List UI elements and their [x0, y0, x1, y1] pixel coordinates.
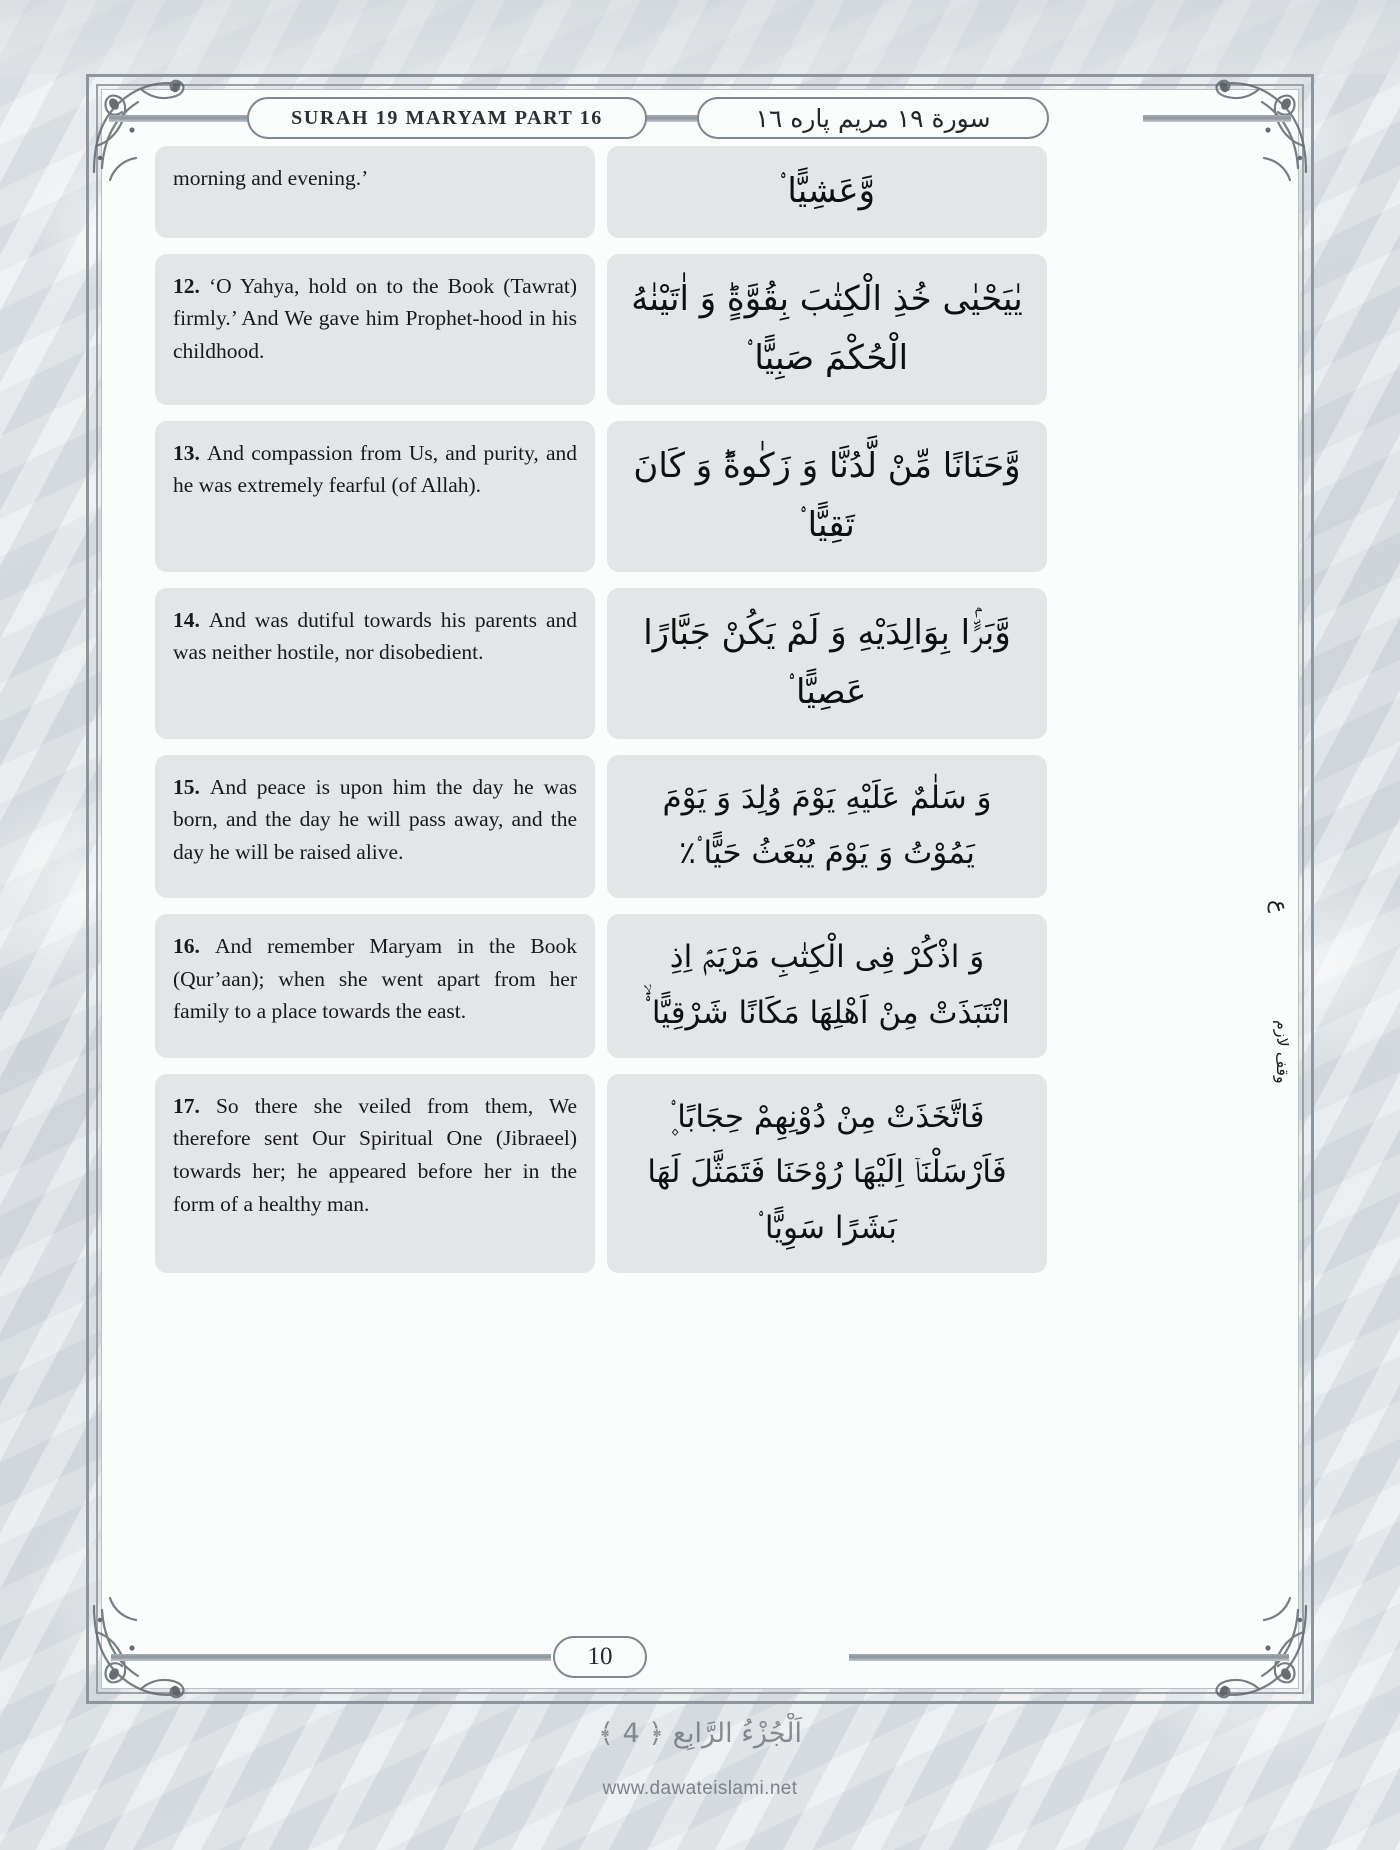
ruku-marker: ع — [1267, 900, 1292, 914]
verse-english-0: morning and evening.’ — [155, 146, 595, 238]
verse-arabic-1: یٰیَحْیٰی خُذِ الْكِتٰبَ بِقُوَّةٍؕ وَ اٰتَیْنٰهُ الْحُكْمَ صَبِیًّا ۟ — [607, 254, 1047, 405]
verse-row — [155, 146, 1047, 238]
verse-english-text-5: And remember Maryam in the Book (Qur’aan); when she went apart from her family to a place towards the east. — [173, 934, 577, 1024]
verse-number-3: 14. — [173, 607, 209, 632]
verse-arabic-4: وَ سَلٰمٌ عَلَیْهِ یَوْمَ وُلِدَ وَ یَوْمَ یَمُوْتُ وَ یَوْمَ یُبْعَثُ حَیًّا ۟٪ — [607, 755, 1047, 899]
header-rule-left — [109, 115, 249, 122]
verse-arabic-5: وَ اذْكُرْ فِی الْكِتٰبِ مَرْیَمَۘ اِذِ انْتَبَذَتْ مِنْ اَهْلِهَا مَكَانًا شَرْقِیًّا ۟ۙ — [607, 914, 1047, 1058]
verse-row — [155, 588, 1047, 739]
verse-arabic-6: فَاتَّخَذَتْ مِنْ دُوْنِهِمْ حِجَابًا ۪۟ فَاَرْسَلْنَاۤ اِلَیْهَا رُوْحَنَا فَتَمَثَّلَ لَهَا بَشَرًا سَوِیًّا ۟ — [607, 1074, 1047, 1273]
verse-number-5: 16. — [173, 934, 215, 959]
verse-english-text-6: So there she veiled from them, We therefore sent Our Spiritual One (Jibraeel) towards her; he appeared before her in the form of a healthy man. — [173, 1093, 577, 1216]
header-rule-right — [1143, 115, 1291, 122]
verse-english-4 — [155, 755, 595, 899]
juz-label: اَلْجُزْءُ الرَّابِع ﴿ 4 ﴾ — [598, 1718, 802, 1749]
verse-row — [155, 254, 1047, 405]
surah-title-arabic: سورة ۱۹ مریم پاره ۱٦ — [755, 103, 991, 133]
footer-rule-right — [849, 1654, 1289, 1661]
verse-arabic-0: وَّعَشِیًّا ۟ — [607, 146, 1047, 238]
publisher-website: www.dawateislami.net — [602, 1778, 798, 1799]
verse-arabic-3: وَّبَرًّۢا بِوَالِدَیْهِ وَ لَمْ یَكُنْ جَبَّارًا عَصِیًّا ۟ — [607, 588, 1047, 739]
verse-arabic-2: وَّحَنَانًا مِّنْ لَّدُنَّا وَ زَكٰوةًؕ وَ كَانَ تَقِیًّا ۟ — [607, 421, 1047, 572]
verse-row — [155, 755, 1047, 899]
verse-english-text-2: And compassion from Us, and purity, and he was extremely fearful (of Allah). — [173, 440, 577, 498]
verse-english-1 — [155, 254, 595, 405]
verse-english-text-4: And peace is upon him the day he was born, and the day he will pass away, and the day he will be raised alive. — [173, 774, 578, 864]
verse-english-text-3: And was dutiful towards his parents and was neither hostile, nor disobedient. — [173, 607, 577, 665]
verse-list — [155, 146, 1047, 1273]
header-rule-middle — [641, 115, 703, 122]
verse-english-text-1: ‘O Yahya, hold on to the Book (Tawrat) firmly.’ And We gave him Prophet-hood in his childhood. — [173, 273, 578, 363]
page-footer — [101, 1628, 1299, 1698]
verse-row — [155, 1074, 1047, 1273]
page-number: 10 — [587, 1643, 613, 1670]
page-header — [101, 89, 1299, 145]
verse-english-2 — [155, 421, 595, 572]
top-shade-band — [0, 0, 1400, 74]
verse-english-6 — [155, 1074, 595, 1273]
verse-row — [155, 421, 1047, 572]
waqf-lazim-note: وقف لازم — [1273, 1020, 1292, 1084]
surah-title-badge-arabic — [697, 97, 1049, 139]
verse-row — [155, 914, 1047, 1058]
page-number-badge — [553, 1636, 647, 1678]
verse-english-5 — [155, 914, 595, 1058]
surah-title-badge — [247, 97, 647, 139]
verse-number-4: 15. — [173, 774, 210, 799]
verse-english-3 — [155, 588, 595, 739]
verse-number-2: 13. — [173, 440, 208, 465]
verse-number-6: 17. — [173, 1093, 216, 1118]
footer-rule-left — [111, 1654, 551, 1661]
surah-title-english: SURAH 19 MARYAM PART 16 — [291, 106, 603, 129]
verse-number-1: 12. — [173, 273, 209, 298]
